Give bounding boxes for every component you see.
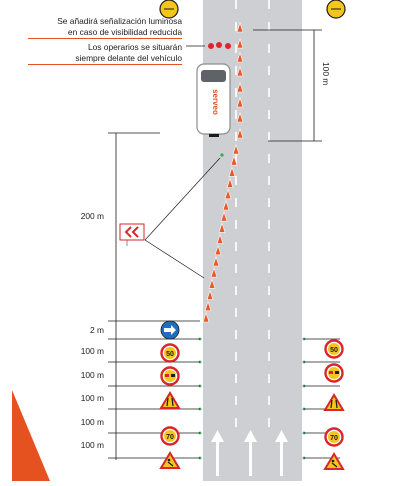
speed-limit-sign-icon xyxy=(326,429,343,446)
arrow-right-sign-icon xyxy=(161,321,179,339)
works-sign-icon xyxy=(161,453,179,468)
works-sign-icon xyxy=(325,454,343,469)
speed-limit-sign-icon xyxy=(162,345,179,362)
note-line-4: siempre delante del vehículo xyxy=(28,53,182,65)
spacing-label-4: 100 m xyxy=(80,417,104,427)
speed-50-label: 50 xyxy=(330,347,338,354)
vehicle-icon xyxy=(197,64,230,137)
orange-corner-shape xyxy=(12,390,50,481)
speed-70-label: 70 xyxy=(330,435,338,442)
spacing-label-1: 100 m xyxy=(80,346,104,356)
vehicle-brand-label: serveo xyxy=(211,89,220,115)
taper-length-label: 200 m xyxy=(80,211,104,221)
chevron-panel-icon xyxy=(120,224,144,246)
speed-limit-sign-icon xyxy=(326,341,343,358)
spacing-label-2: 100 m xyxy=(80,370,104,380)
speed-limit-sign-icon xyxy=(162,428,179,445)
speed-70-label: 70 xyxy=(166,434,174,441)
note-line-2: en caso de visibilidad reducida xyxy=(28,27,182,39)
notes-block xyxy=(28,16,182,65)
note-line-1: Se añadirá señalización luminosa xyxy=(57,16,182,26)
speed-50-label: 50 xyxy=(166,351,174,358)
vehicle-distance-label: 100 m xyxy=(321,62,331,86)
spacing-label-5: 100 m xyxy=(80,440,104,450)
gap-label: 2 m xyxy=(90,325,104,335)
note-line-3: Los operarios se situarán xyxy=(87,42,182,52)
no-overtaking-sign-icon xyxy=(326,365,343,382)
spacing-label-3: 100 m xyxy=(80,393,104,403)
narrowing-road-sign-icon xyxy=(325,395,343,410)
workers-icon xyxy=(208,42,231,49)
no-overtaking-sign-icon xyxy=(162,368,179,385)
narrowing-road-sign-icon xyxy=(161,393,179,408)
